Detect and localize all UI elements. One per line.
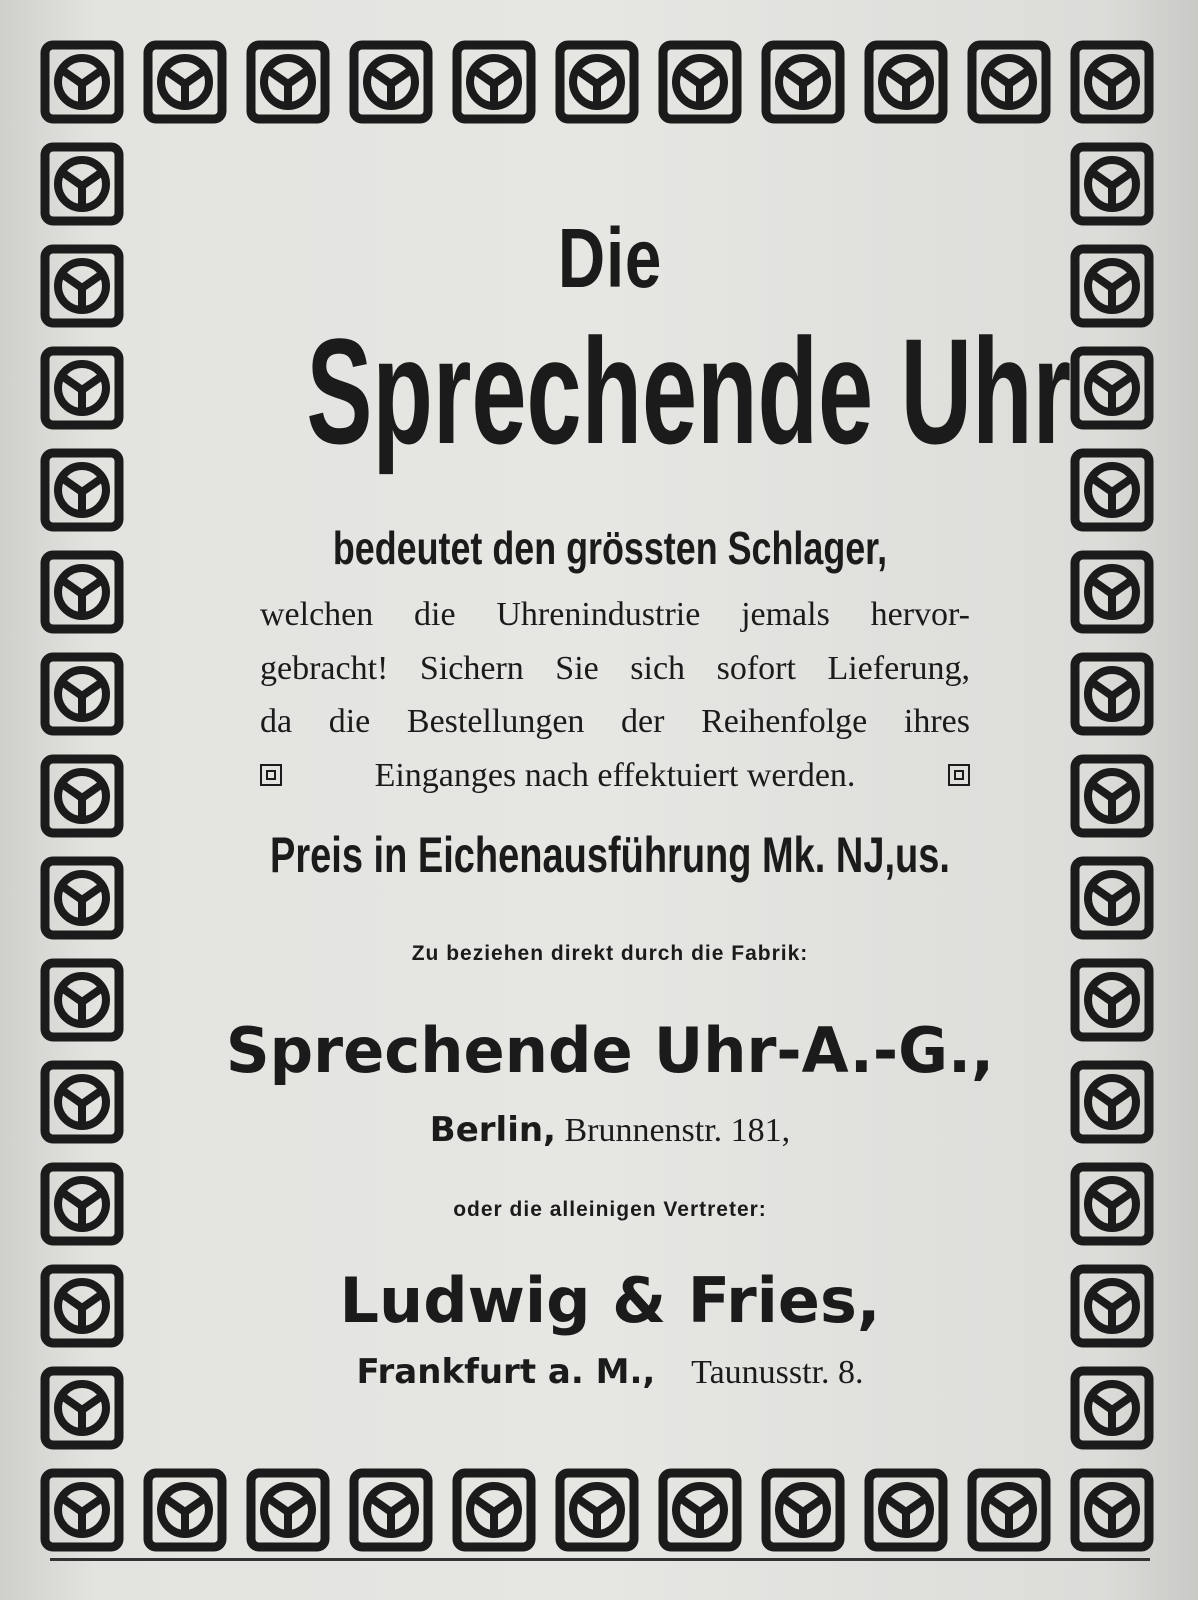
bottom-rule: [50, 1558, 1150, 1561]
word: gebracht!: [260, 649, 389, 687]
headline-large: Sprechende Uhr: [306, 307, 1072, 475]
circle-y-ornament-icon: [45, 1371, 119, 1445]
circle-y-ornament-icon: [1075, 1269, 1149, 1343]
circle-y-ornament-icon: [1075, 963, 1149, 1037]
circle-y-ornament-icon: [1075, 453, 1149, 527]
circle-y-ornament-icon: [1075, 861, 1149, 935]
circle-y-ornament-icon: [663, 45, 737, 119]
circle-y-ornament-icon: [45, 45, 119, 119]
circle-y-ornament-icon: [1075, 249, 1149, 323]
body-last-line: Einganges nach effektuiert werden.: [374, 756, 856, 794]
body-line: [260, 642, 970, 696]
word: Uhrenindustrie: [496, 596, 701, 633]
word: die: [328, 703, 371, 740]
word: Sie: [555, 649, 599, 687]
agent-name: Ludwig & Fries,: [339, 1264, 881, 1337]
circle-y-ornament-icon: [663, 1473, 737, 1547]
word: Bestellungen: [406, 703, 585, 740]
source-note: Zu beziehen direkt durch die Fabrik:: [411, 942, 809, 965]
circle-y-ornament-icon: [354, 1473, 428, 1547]
circle-y-ornament-icon: [45, 759, 119, 833]
circle-y-ornament-icon: [1075, 1473, 1149, 1547]
circle-y-ornament-icon: [1075, 351, 1149, 425]
word: Lieferung,: [827, 649, 970, 687]
circle-y-ornament-icon: [251, 45, 325, 119]
headline-small: Die: [557, 211, 663, 305]
circle-y-ornament-icon: [972, 45, 1046, 119]
word: da: [260, 703, 293, 740]
circle-y-ornament-icon: [972, 1473, 1046, 1547]
circle-y-ornament-icon: [148, 1473, 222, 1547]
circle-y-ornament-icon: [148, 45, 222, 119]
circle-y-ornament-icon: [45, 861, 119, 935]
subheadline: bedeutet den grössten Schlager,: [332, 522, 888, 574]
circle-y-ornament-icon: [45, 1065, 119, 1139]
body-line: [260, 588, 970, 642]
circle-y-ornament-icon: [457, 1473, 531, 1547]
circle-y-ornament-icon: [1075, 759, 1149, 833]
word: ihres: [903, 703, 970, 740]
word: Sichern: [419, 649, 524, 687]
word: hervor-: [870, 596, 970, 633]
circle-y-ornament-icon: [1075, 1065, 1149, 1139]
circle-y-ornament-icon: [1075, 45, 1149, 119]
circle-y-ornament-icon: [457, 45, 531, 119]
circle-y-ornament-icon: [45, 249, 119, 323]
price-line: Preis in Eichenausführung Mk. NJ,us.: [270, 827, 950, 883]
circle-y-ornament-icon: [766, 1473, 840, 1547]
word: Reihenfolge: [701, 703, 868, 740]
body-line: [260, 695, 970, 749]
body-text: [260, 588, 970, 802]
word: sich: [630, 649, 686, 687]
circle-y-ornament-icon: [869, 45, 943, 119]
word: der: [621, 703, 665, 740]
agent-note: oder die alleinigen Vertreter:: [453, 1198, 767, 1221]
circle-y-ornament-icon: [560, 45, 634, 119]
circle-y-ornament-icon: [1075, 657, 1149, 731]
circle-y-ornament-icon: [354, 45, 428, 119]
circle-y-ornament-icon: [1075, 1371, 1149, 1445]
circle-y-ornament-icon: [45, 657, 119, 731]
company-city: Berlin,: [429, 1110, 556, 1150]
circle-y-ornament-icon: [251, 1473, 325, 1547]
square-ornament-icon: [948, 764, 970, 786]
word: sofort: [716, 649, 796, 687]
company-address: [150, 1110, 1070, 1150]
circle-y-ornament-icon: [1075, 555, 1149, 629]
circle-y-ornament-icon: [45, 963, 119, 1037]
word: jemals: [741, 596, 830, 633]
word: welchen: [260, 596, 374, 633]
circle-y-ornament-icon: [45, 351, 119, 425]
body-line: [260, 749, 970, 803]
company-name: Sprechende Uhr-A.-G.,: [225, 1014, 995, 1087]
circle-y-ornament-icon: [560, 1473, 634, 1547]
circle-y-ornament-icon: [45, 555, 119, 629]
circle-y-ornament-icon: [45, 1473, 119, 1547]
circle-y-ornament-icon: [45, 147, 119, 221]
agent-city: Frankfurt a. M.,: [356, 1352, 656, 1392]
circle-y-ornament-icon: [1075, 147, 1149, 221]
circle-y-ornament-icon: [45, 453, 119, 527]
word: die: [414, 596, 456, 633]
company-street: Brunnenstr. 181,: [564, 1112, 791, 1149]
circle-y-ornament-icon: [766, 45, 840, 119]
circle-y-ornament-icon: [45, 1269, 119, 1343]
agent-address: [150, 1352, 1070, 1392]
square-ornament-icon: [260, 764, 282, 786]
circle-y-ornament-icon: [869, 1473, 943, 1547]
agent-street: Taunusstr. 8.: [691, 1354, 864, 1391]
circle-y-ornament-icon: [45, 1167, 119, 1241]
circle-y-ornament-icon: [1075, 1167, 1149, 1241]
